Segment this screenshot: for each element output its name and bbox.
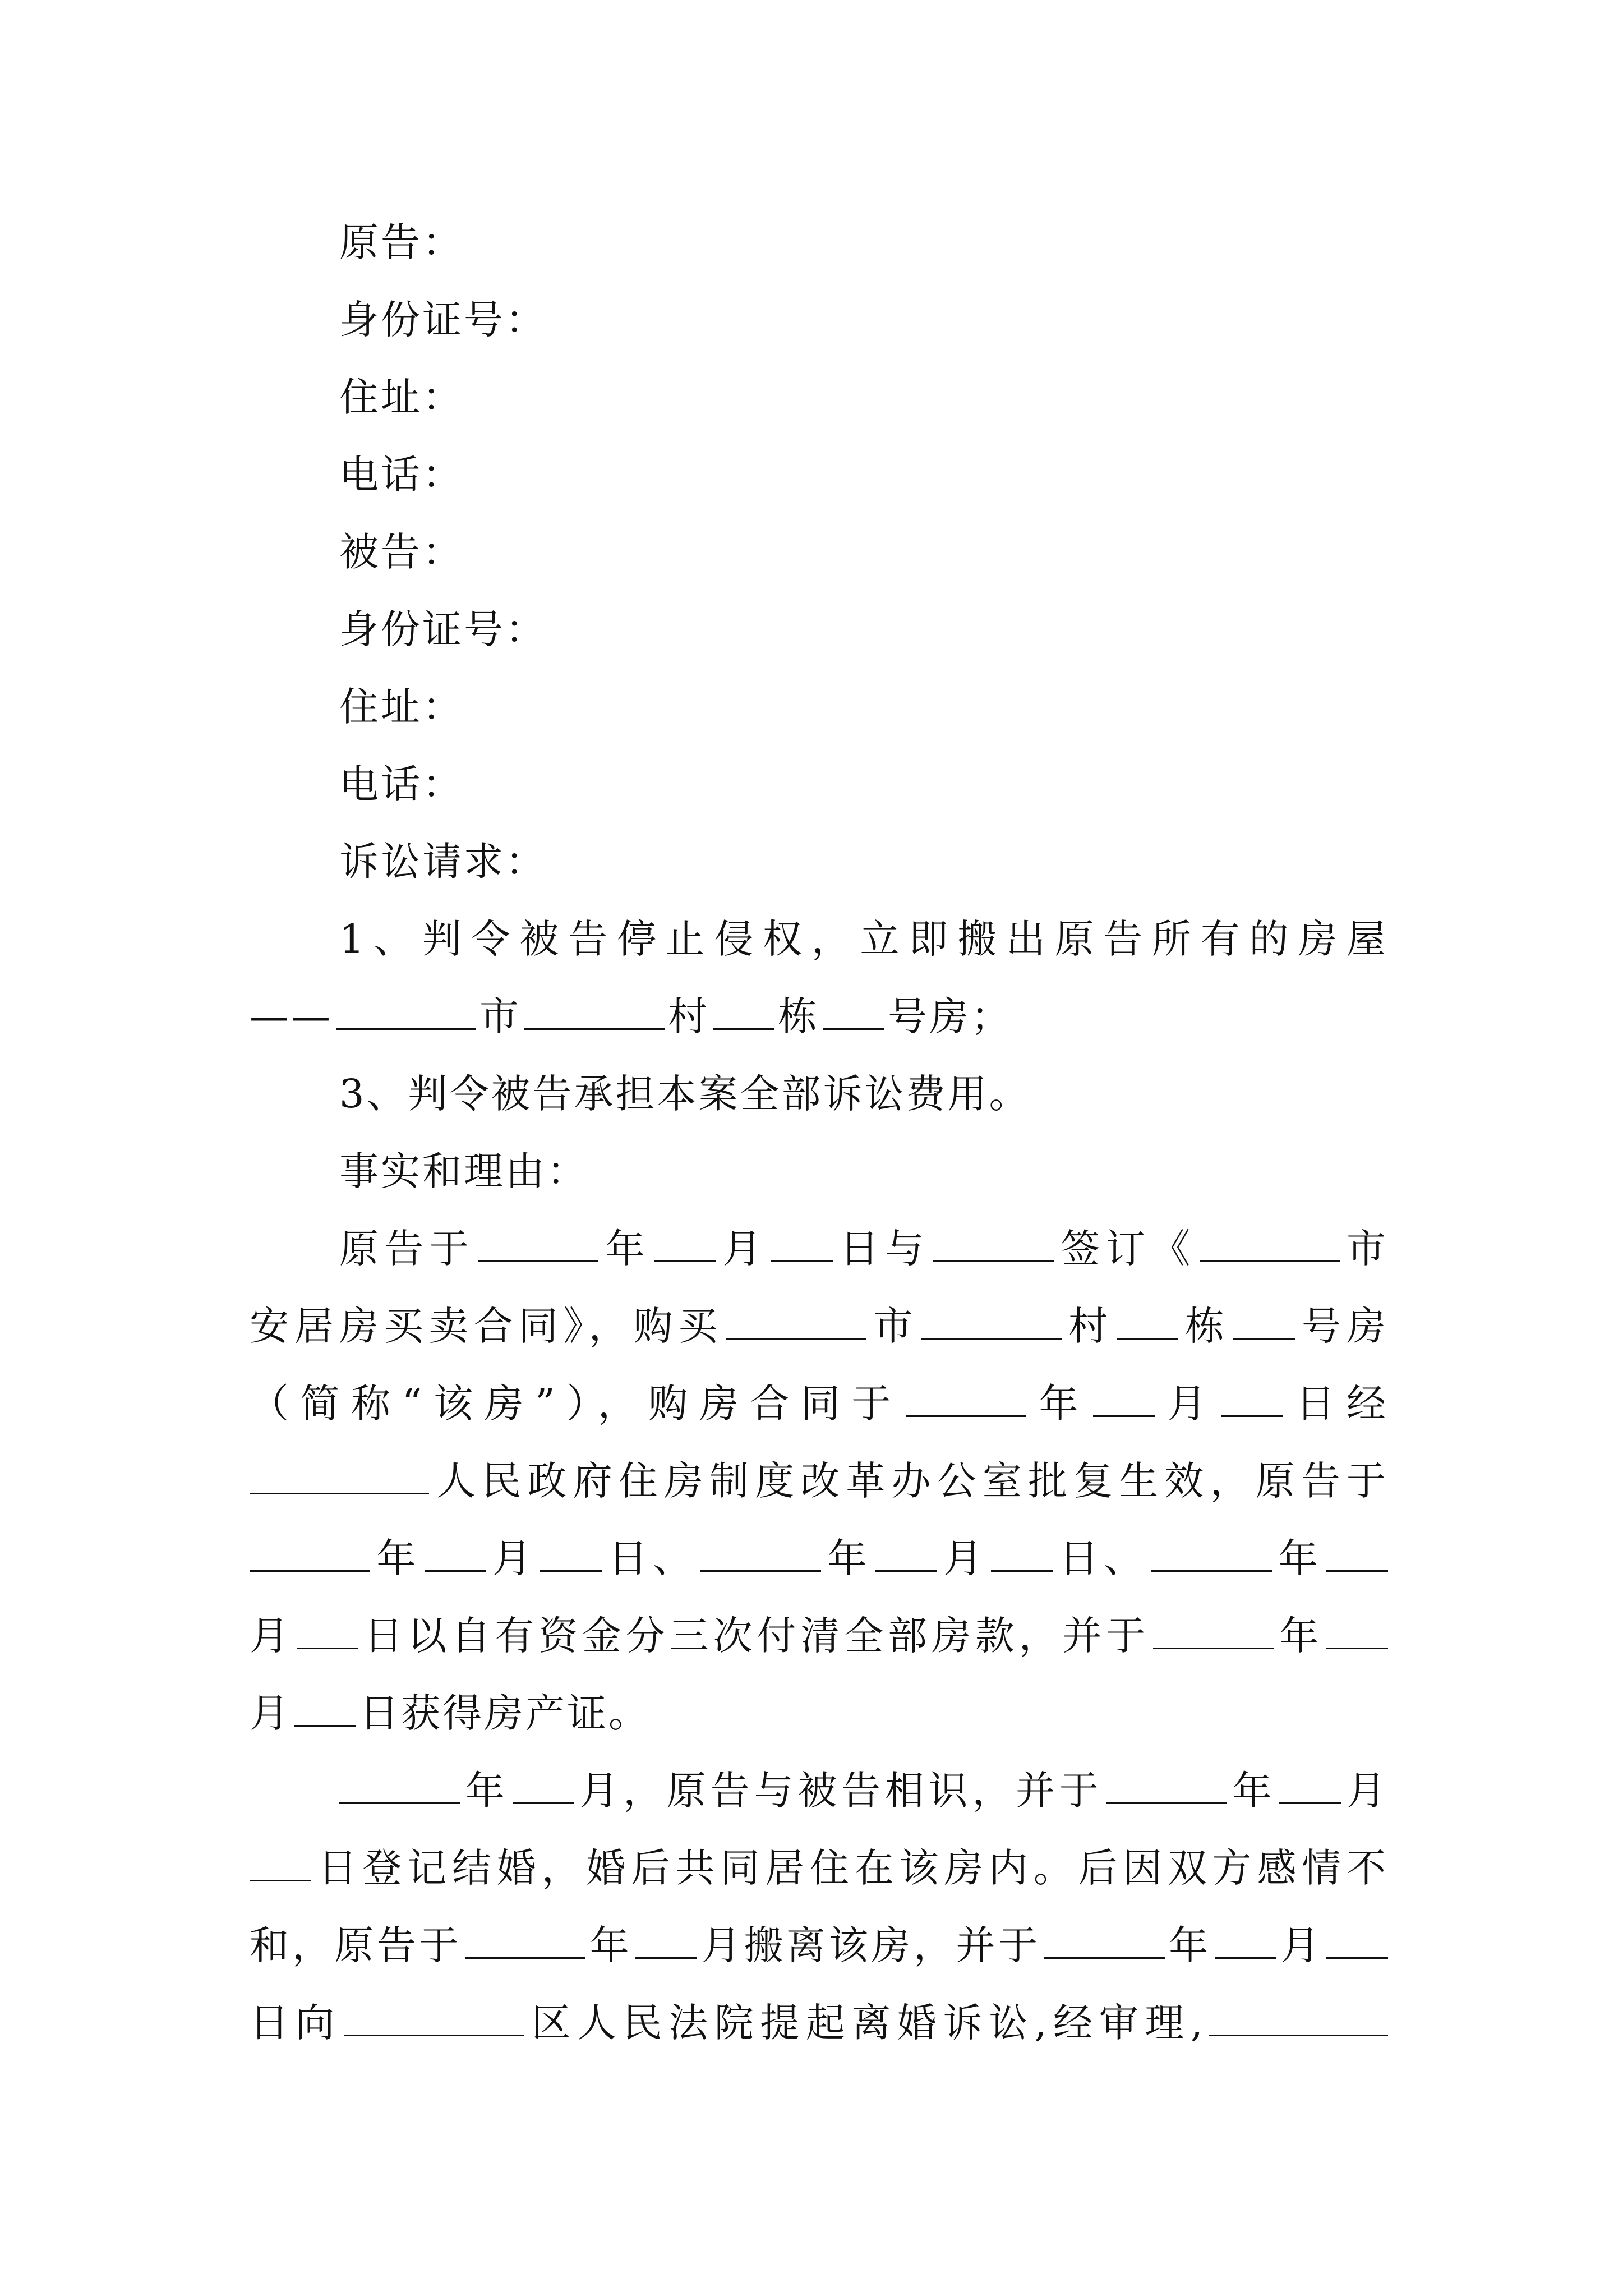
blank-line bbox=[1326, 1611, 1388, 1649]
blank-line bbox=[1106, 1765, 1227, 1804]
claims-heading: 诉讼请求： bbox=[339, 839, 547, 885]
blank-line bbox=[933, 1223, 1054, 1262]
blank-line bbox=[339, 1765, 460, 1804]
text-segment: 栋 bbox=[1182, 1303, 1230, 1349]
text-segment: 村 bbox=[1065, 1303, 1114, 1349]
blank-line bbox=[700, 1533, 821, 1572]
text-segment: 年 bbox=[1029, 1381, 1090, 1427]
text-segment: 签订《 bbox=[1057, 1226, 1196, 1272]
plaintiff-address-label: 住址： bbox=[339, 374, 464, 420]
blank-line bbox=[1151, 1533, 1272, 1572]
blank-line bbox=[875, 1533, 937, 1572]
facts-p1-line-2 bbox=[250, 1298, 1388, 1354]
text-segment: 日、 bbox=[1056, 1535, 1149, 1581]
text-segment: 日、 bbox=[605, 1535, 698, 1581]
facts-p1-line-6 bbox=[250, 1608, 1388, 1664]
blank-line bbox=[771, 1223, 833, 1262]
blank-line bbox=[540, 1533, 602, 1572]
blank-line bbox=[250, 1456, 429, 1494]
blank-line bbox=[906, 1378, 1026, 1417]
blank-line bbox=[1209, 1998, 1388, 2036]
plaintiff-id-label: 身份证号： bbox=[339, 297, 547, 343]
text-segment: 月 bbox=[1279, 1922, 1324, 1968]
blank-line bbox=[465, 1920, 585, 1959]
facts-p1-line-5 bbox=[250, 1530, 1388, 1586]
blank-line bbox=[921, 1301, 1062, 1340]
blank-line bbox=[250, 1843, 311, 1881]
blank-line bbox=[1233, 1301, 1295, 1340]
blank-line bbox=[1117, 1301, 1178, 1340]
blank-line bbox=[635, 1920, 697, 1959]
text-segment: 年 bbox=[1275, 1535, 1323, 1581]
text-segment: 月，原告与被告相识，并于 bbox=[577, 1768, 1103, 1814]
text-segment: 日向 bbox=[250, 2000, 342, 2046]
blank-line bbox=[524, 991, 665, 1030]
village-label: 村 bbox=[668, 993, 709, 1039]
text-segment: 月 bbox=[719, 1226, 768, 1272]
claim-1-line-1 bbox=[339, 911, 1388, 967]
blank-line bbox=[1326, 1920, 1388, 1959]
text-segment: 号房 bbox=[1298, 1303, 1389, 1349]
facts-p2-line-1 bbox=[339, 1763, 1388, 1819]
blank-line bbox=[250, 1533, 370, 1572]
facts-p1-line-1 bbox=[339, 1221, 1388, 1277]
text-segment: 市 bbox=[870, 1303, 919, 1349]
blank-line bbox=[823, 991, 884, 1030]
defendant-phone-label: 电话： bbox=[339, 761, 464, 807]
blank-line bbox=[1200, 1223, 1340, 1262]
defendant-label: 被告： bbox=[339, 529, 464, 575]
claim-1-dash: —— bbox=[250, 993, 333, 1039]
text-segment: 日以自有资金分三次付清全部房款，并于 bbox=[361, 1613, 1150, 1659]
text-segment: 市 bbox=[1343, 1226, 1389, 1272]
blank-line bbox=[726, 1301, 866, 1340]
blank-line bbox=[344, 1998, 524, 2036]
text-segment: 年 bbox=[824, 1535, 872, 1581]
blank-line bbox=[297, 1611, 358, 1649]
blank-line bbox=[654, 1223, 716, 1262]
plaintiff-label: 原告： bbox=[339, 219, 464, 265]
text-segment: 原告于 bbox=[339, 1226, 475, 1272]
claim-3: 3、判令被告承担本案全部诉讼费用。 bbox=[339, 1071, 1031, 1117]
blank-line bbox=[336, 991, 476, 1030]
blank-line bbox=[513, 1765, 574, 1804]
text-segment: 年 bbox=[602, 1226, 651, 1272]
building-label: 栋 bbox=[778, 993, 819, 1039]
blank-line bbox=[1215, 1920, 1276, 1959]
text-segment: 日登记结婚，婚后共同居住在该房内。后因双方感情不 bbox=[315, 1845, 1388, 1891]
text-segment: 年 bbox=[1277, 1613, 1324, 1659]
blank-line bbox=[294, 1688, 356, 1727]
text-segment: 年 bbox=[463, 1768, 509, 1814]
defendant-id-label: 身份证号： bbox=[339, 606, 547, 652]
facts-p1-line-3 bbox=[250, 1375, 1388, 1432]
claim-1-text: 1、判令被告停止侵权，立即搬出原告所有的房屋 bbox=[339, 916, 1388, 962]
text-segment: 日获得房产证。 bbox=[359, 1690, 650, 1736]
facts-p2-line-3 bbox=[250, 1917, 1388, 1973]
facts-p1-line-4 bbox=[250, 1453, 1388, 1509]
text-segment: 区人民法院提起离婚诉讼,经审理, bbox=[527, 2000, 1205, 2046]
facts-p2-line-4 bbox=[250, 1995, 1388, 2051]
text-segment: 月 bbox=[489, 1535, 537, 1581]
facts-p1-line-7 bbox=[250, 1685, 1388, 1741]
text-segment: 月 bbox=[250, 1690, 291, 1736]
text-segment: 年 bbox=[1230, 1768, 1276, 1814]
blank-line bbox=[478, 1223, 598, 1262]
text-segment: 日与 bbox=[836, 1226, 930, 1272]
facts-heading: 事实和理由： bbox=[339, 1148, 588, 1194]
plaintiff-phone-label: 电话： bbox=[339, 452, 464, 498]
text-segment: 安居房买卖合同》，购买 bbox=[250, 1303, 723, 1349]
blank-line bbox=[991, 1533, 1053, 1572]
text-segment: 日经 bbox=[1286, 1381, 1389, 1427]
claim-1-line-2 bbox=[250, 988, 1388, 1045]
text-segment: （简称“该房”），购房合同于 bbox=[250, 1381, 902, 1427]
text-segment: 年 bbox=[589, 1922, 633, 1968]
text-segment: 月搬离该房，并于 bbox=[700, 1922, 1041, 1968]
blank-line bbox=[1093, 1378, 1155, 1417]
blank-line bbox=[1153, 1611, 1274, 1649]
blank-line bbox=[1326, 1533, 1388, 1572]
blank-line bbox=[425, 1533, 486, 1572]
blank-line bbox=[1279, 1765, 1341, 1804]
room-label: 号房； bbox=[888, 993, 1012, 1039]
text-segment: 年 bbox=[374, 1535, 421, 1581]
text-segment: 和，原告于 bbox=[250, 1922, 462, 1968]
city-label: 市 bbox=[479, 993, 521, 1039]
text-segment: 月 bbox=[940, 1535, 988, 1581]
blank-line bbox=[1044, 1920, 1165, 1959]
blank-line bbox=[1221, 1378, 1283, 1417]
blank-line bbox=[713, 991, 774, 1030]
facts-p2-line-2 bbox=[250, 1840, 1388, 1896]
text-segment: 月 bbox=[1158, 1381, 1218, 1427]
defendant-address-label: 住址： bbox=[339, 684, 464, 730]
text-segment: 人民政府住房制度改革办公室批复生效，原告于 bbox=[432, 1458, 1388, 1504]
text-segment: 月 bbox=[1344, 1768, 1389, 1814]
text-segment: 月 bbox=[250, 1613, 293, 1659]
text-segment: 年 bbox=[1168, 1922, 1211, 1968]
